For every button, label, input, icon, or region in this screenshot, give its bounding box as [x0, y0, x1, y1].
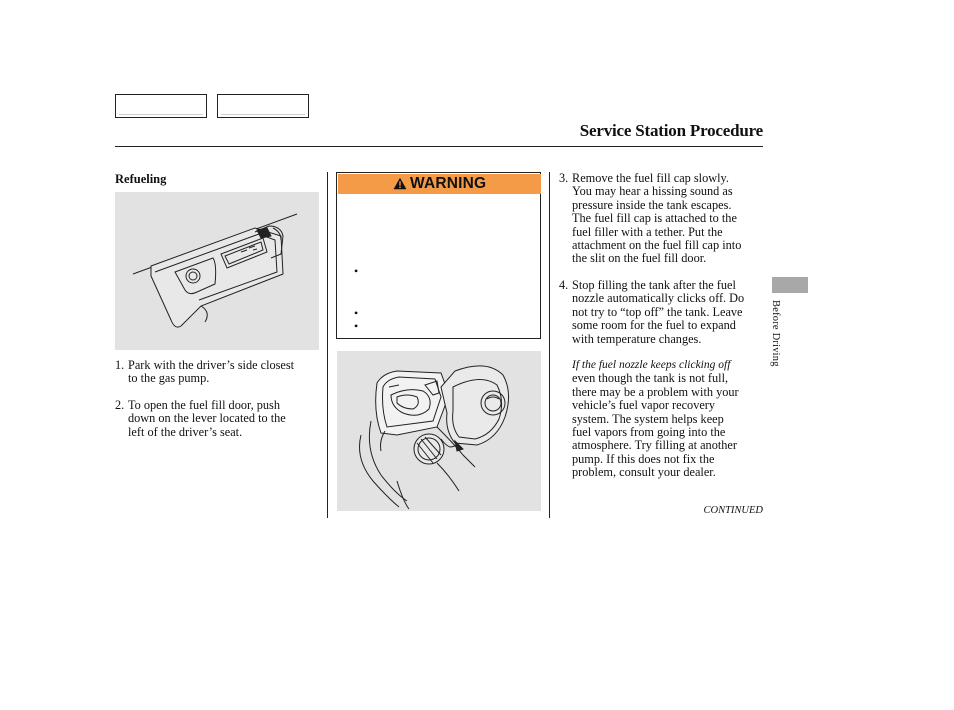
page-title: Service Station Procedure	[579, 121, 763, 140]
step-number: 3.	[559, 171, 569, 185]
title-divider	[115, 146, 763, 147]
step-line: Stop filling the tank after the fuel	[572, 278, 736, 292]
warning-label: WARNING	[410, 175, 487, 192]
section-tab[interactable]	[772, 277, 808, 293]
step-line: To open the fuel fill door, push	[128, 398, 280, 412]
step-line: some room for the fuel to expand	[572, 318, 736, 333]
step-line: left of the driver’s seat.	[128, 424, 243, 439]
nav-box-underline	[119, 114, 203, 115]
step-number: 2.	[115, 398, 125, 412]
note-line: system. The system helps keep	[572, 411, 724, 426]
fuel-cap-illustration	[337, 351, 541, 511]
note-line: even though the tank is not full,	[572, 371, 729, 386]
step-line: not try to “top off” the tank. Leave	[572, 304, 743, 319]
step-line: to the gas pump.	[128, 371, 210, 386]
step-line: nozzle automatically clicks off. Do	[572, 291, 745, 306]
step-line: Remove the fuel fill cap slowly.	[572, 171, 729, 185]
note-line: problem, consult your dealer.	[572, 465, 716, 480]
step-number: 4.	[559, 278, 569, 292]
step-line: attachment on the fuel fill cap into	[572, 238, 742, 253]
bullet-1: •	[354, 264, 359, 278]
note-lead: If the fuel nozzle keeps clicking off	[572, 359, 731, 371]
step-line: fuel filler with a tether. Put the	[572, 224, 723, 239]
bullet-3: •	[354, 319, 359, 333]
nav-box-previous[interactable]	[115, 94, 207, 118]
section-heading: Refueling	[115, 172, 167, 186]
nav-box-underline	[221, 114, 305, 115]
step-line: down on the lever located to the	[128, 411, 286, 426]
note-line: fuel vapors from going into the	[572, 425, 726, 440]
warning-box	[336, 172, 541, 339]
column-divider-right	[549, 172, 550, 518]
step-number: 1.	[115, 358, 125, 372]
note-line: atmosphere. Try filling at another	[572, 438, 737, 453]
bullet-2: •	[354, 306, 359, 320]
note-line: pump. If this does not fix the	[572, 451, 715, 466]
step-line: with temperature changes.	[572, 331, 702, 346]
note-line: there may be a problem with your	[572, 384, 739, 399]
fuel-nozzle-note	[572, 359, 768, 480]
note-line: vehicle’s fuel vapor recovery	[572, 398, 716, 413]
step-line: You may hear a hissing sound as	[572, 184, 733, 199]
column-divider-left	[327, 172, 328, 518]
warning-banner	[338, 174, 541, 194]
nav-box-next[interactable]	[217, 94, 309, 118]
warning-triangle-icon	[393, 177, 407, 190]
step-line: The fuel fill cap is attached to the	[572, 211, 737, 226]
step-line: Park with the driver’s side closest	[128, 358, 295, 372]
step-line: pressure inside the tank escapes.	[572, 197, 732, 212]
section-tab-label: Before Driving	[770, 300, 781, 367]
lever-illustration	[115, 192, 319, 350]
step-line: the slit on the fuel fill door.	[572, 251, 707, 266]
continued-label: CONTINUED	[703, 505, 763, 516]
